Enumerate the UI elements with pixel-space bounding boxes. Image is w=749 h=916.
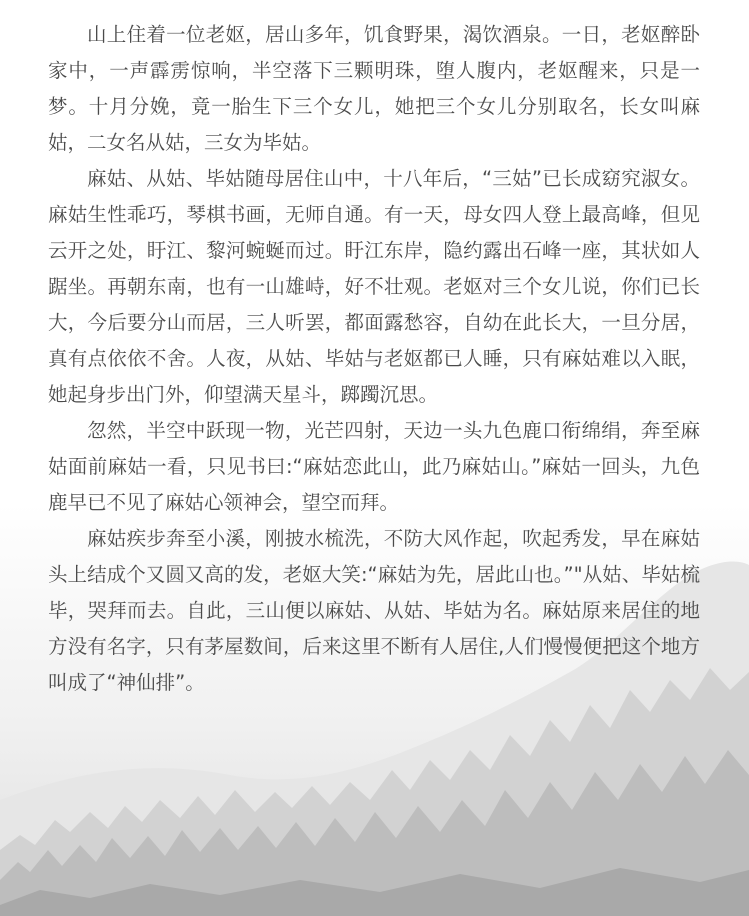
article-body bbox=[48, 17, 700, 701]
paragraph: 麻姑疾步奔至小溪，刚披水梳洗，不防大风作起，吹起秀发，早在麻姑头上结成个又圆又高的发，老妪大笑:“麻姑为先，居此山也。”"从姑、毕姑梳毕，哭拜而去。自此，三山便以麻姑、从姑、毕姑为名。麻姑原来居住的地方没有名字，只有茅屋数间，后来这里不断有人居住,人们慢慢便把这个地方叫成了“神仙排”。 bbox=[48, 527, 700, 694]
paragraph: 山上住着一位老妪，居山多年，饥食野果，渴饮酒泉。一日，老妪醉卧家中，一声霹雳惊响，半空落下三颗明珠，堕人腹内，老妪醒来，只是一梦。十月分娩，竟一胎生下三个女儿，她把三个女儿分别取名，长女叫麻姑，二女名从姑，三女为毕姑。 bbox=[48, 23, 700, 154]
paragraph: 麻姑、从姑、毕姑随母居住山中，十八年后，“三姑”已长成窈究淑女。麻姑生性乖巧，琴棋书画，无师自通。有一天，母女四人登上最高峰，但见云开之处，盱江、黎河蜿蜒而过。盱江东岸，隐约露出石峰一座，其状如人踞坐。再朝东南，也有一山雄峙，好不壮观。老妪对三个女儿说，你们已长大，今后要分山而居，三人听罢，都面露愁容，自幼在此长大，一旦分居，真有点依依不舍。人夜，从姑、毕姑与老妪都已人睡，只有麻姑难以入眠，她起身步出门外，仰望满天星斗，踯躅沉思。 bbox=[48, 167, 700, 406]
paragraph: 忽然，半空中跃现一物，光芒四射，天边一头九色鹿口衔绵绢，奔至麻姑面前麻姑一看，只见书曰:“麻姑恋此山，此乃麻姑山。”麻姑一回头，九色鹿早已不见了麻姑心领神会，望空而拜。 bbox=[48, 419, 700, 514]
